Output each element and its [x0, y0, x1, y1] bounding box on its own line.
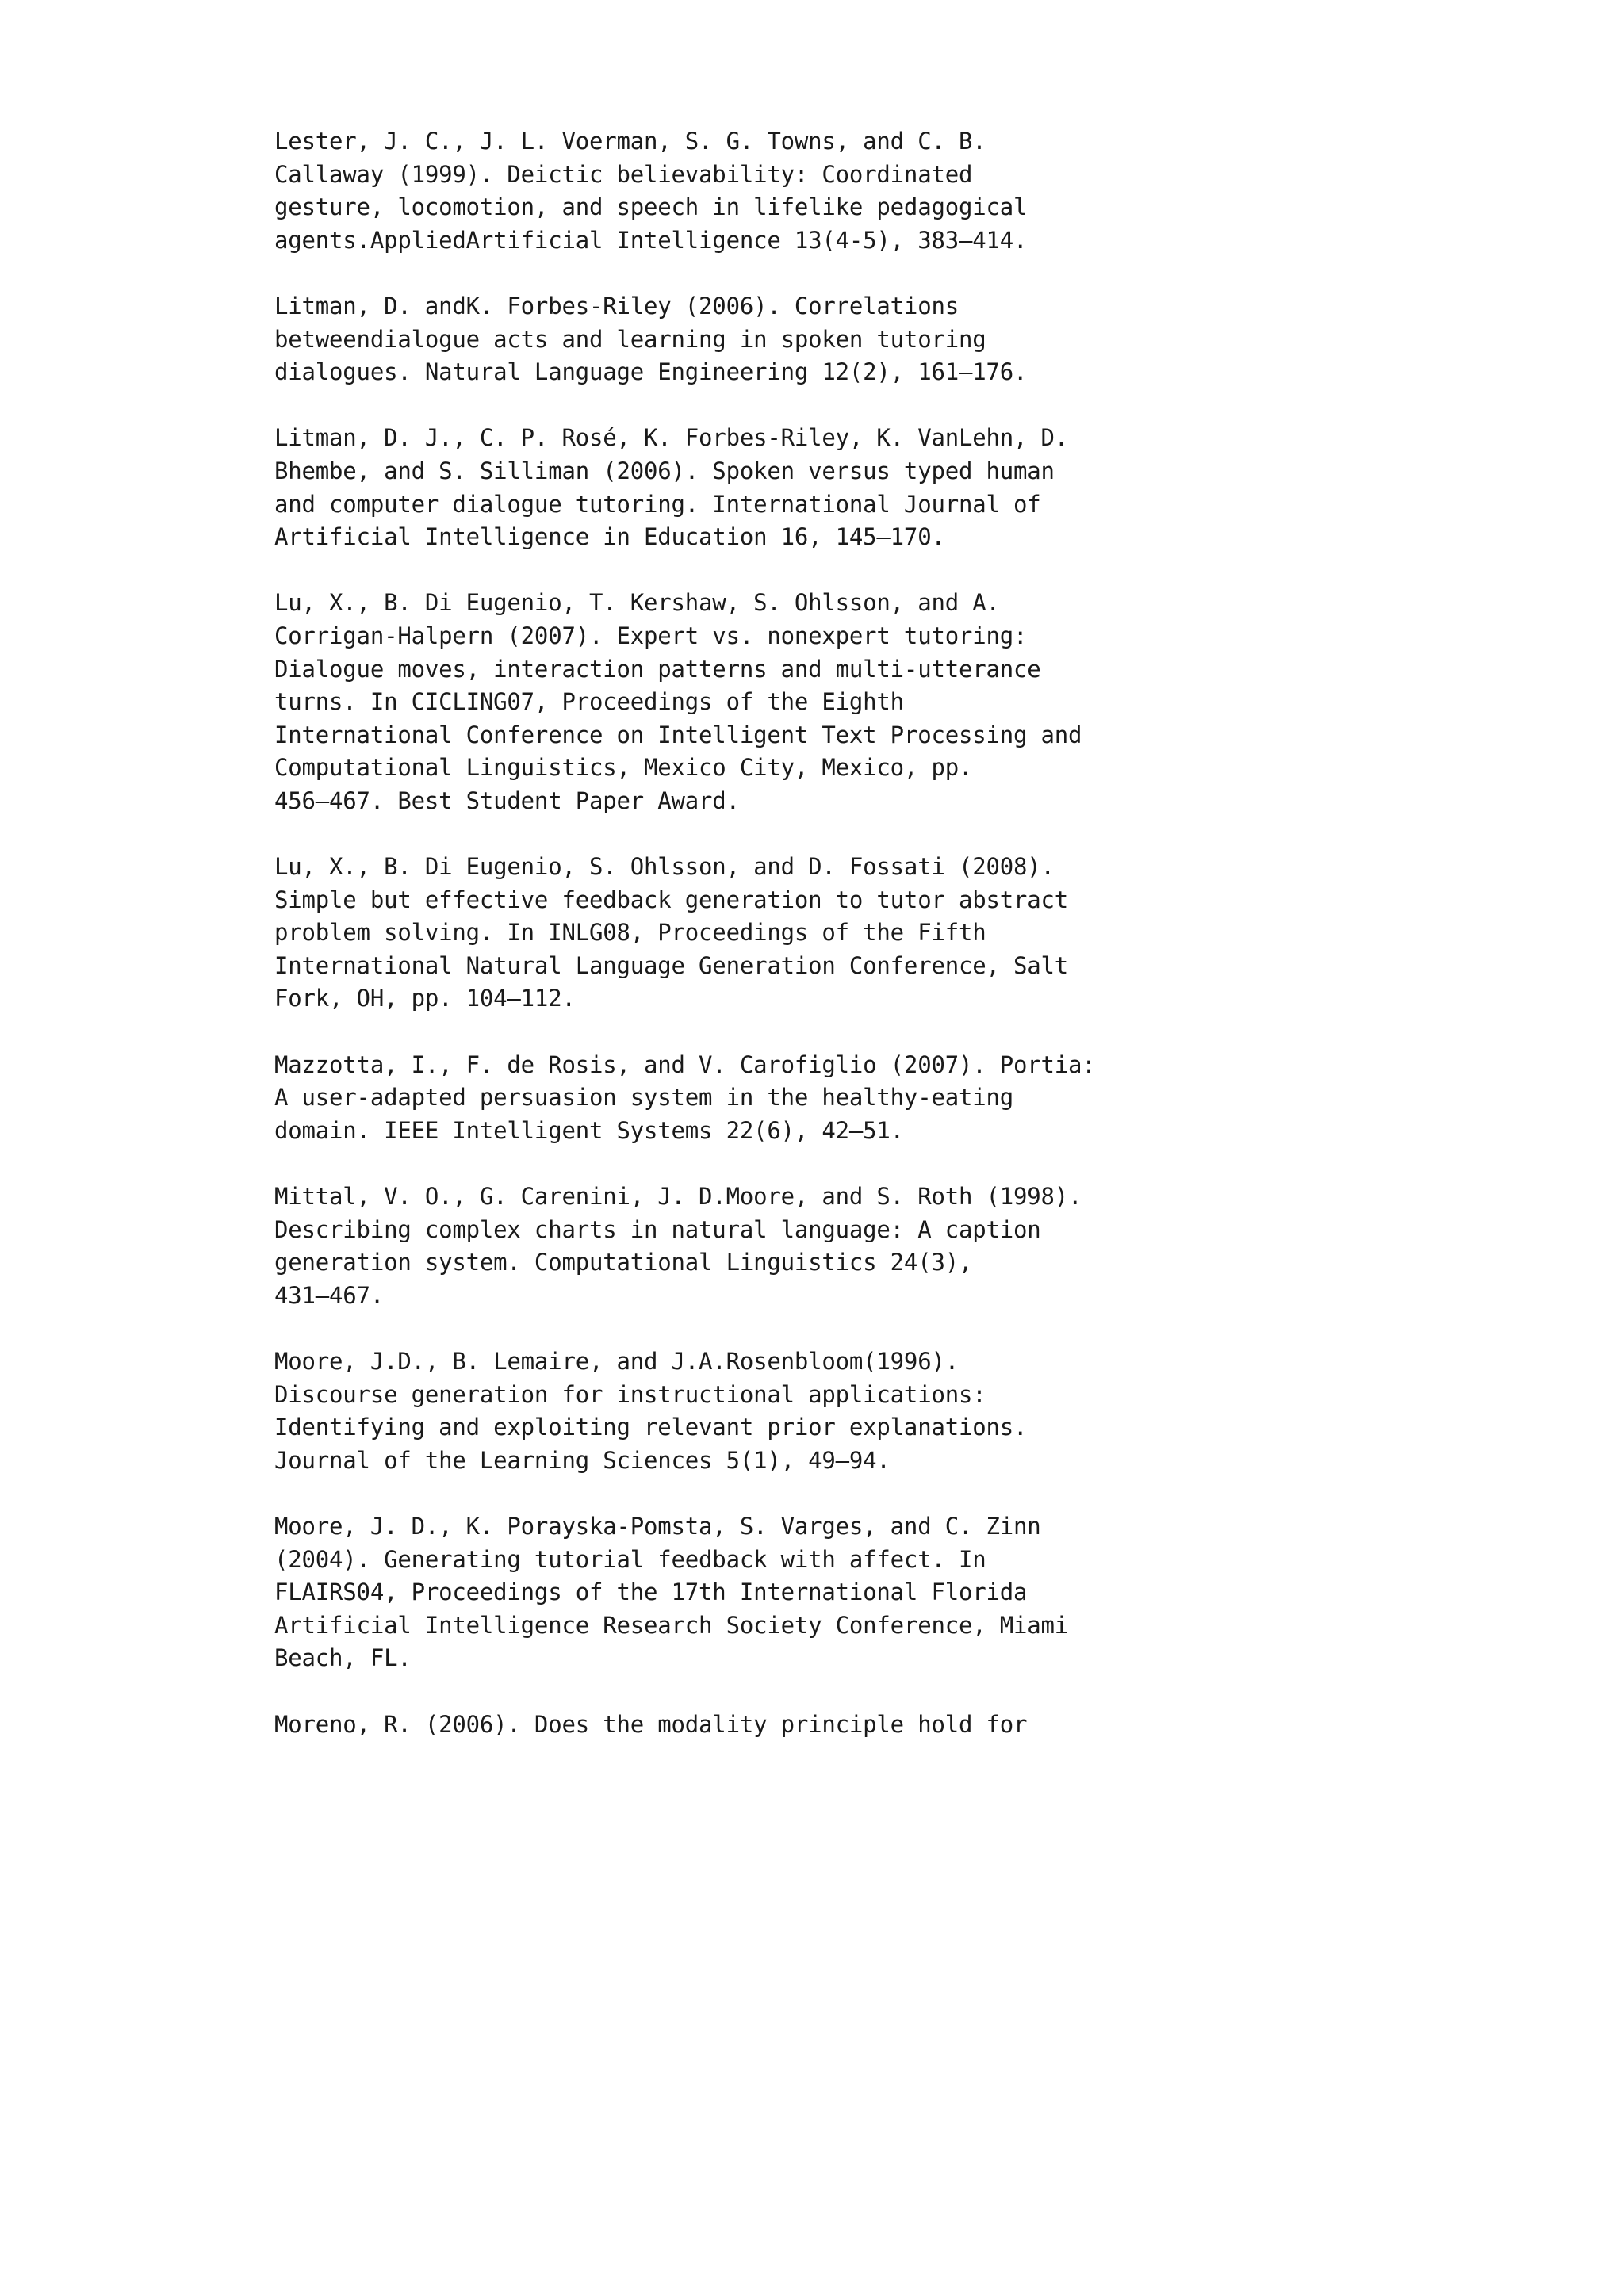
- reference-line: Simple but effective feedback generation to tutor abstract: [274, 886, 1069, 913]
- reference-line: Mazzotta, I., F. de Rosis, and V. Carofiglio (2007). Portia:: [274, 1050, 1096, 1078]
- reference-line: problem solving. In INLG08, Proceedings of the Fifth: [274, 919, 986, 947]
- reference-entry: [274, 125, 1400, 257]
- reference-line: gesture, locomotion, and speech in lifelike pedagogical: [274, 193, 1028, 221]
- reference-line: Discourse generation for instructional applications:: [274, 1380, 986, 1408]
- reference-line: Beach, FL.: [274, 1644, 412, 1672]
- reference-line: Dialogue moves, interaction patterns and multi-utterance: [274, 655, 1041, 683]
- reference-line: Moore, J.D., B. Lemaire, and J.A.Rosenbloom(1996).: [274, 1347, 959, 1375]
- reference-entry: [274, 1345, 1400, 1477]
- reference-line: International Conference on Intelligent Text Processing and: [274, 721, 1082, 748]
- reference-line: Artificial Intelligence Research Society Conference, Miami: [274, 1611, 1069, 1639]
- reference-entry: [274, 1709, 1400, 1742]
- reference-line: Lu, X., B. Di Eugenio, T. Kershaw, S. Ohlsson, and A.: [274, 589, 1000, 617]
- reference-entry: [274, 1510, 1400, 1675]
- reference-line: Corrigan-Halpern (2007). Expert vs. nonexpert tutoring:: [274, 622, 1028, 649]
- reference-line: International Natural Language Generation Conference, Salt: [274, 951, 1069, 979]
- reference-line: and computer dialogue tutoring. International Journal of: [274, 490, 1041, 518]
- reference-line: Artificial Intelligence in Education 16, 145–170.: [274, 523, 945, 551]
- reference-line: domain. IEEE Intelligent Systems 22(6), 42–51.: [274, 1116, 904, 1144]
- reference-line: Moore, J. D., K. Porayska-Pomsta, S. Varges, and C. Zinn: [274, 1512, 1041, 1540]
- reference-line: Litman, D. J., C. P. Rosé, K. Forbes-Riley, K. VanLehn, D.: [274, 424, 1069, 452]
- reference-line: Callaway (1999). Deictic believability: Coordinated: [274, 160, 973, 188]
- reference-entry: [274, 422, 1400, 553]
- reference-entry: [274, 587, 1400, 817]
- reference-line: (2004). Generating tutorial feedback with affect. In: [274, 1545, 986, 1573]
- reference-list: [274, 125, 1400, 1774]
- reference-line: Moreno, R. (2006). Does the modality principle hold for: [274, 1710, 1028, 1738]
- reference-line: generation system. Computational Linguistics 24(3),: [274, 1249, 973, 1276]
- reference-line: 431–467.: [274, 1281, 385, 1309]
- reference-line: betweendialogue acts and learning in spoken tutoring: [274, 325, 986, 353]
- reference-line: Journal of the Learning Sciences 5(1), 49–94.: [274, 1446, 891, 1474]
- reference-line: turns. In CICLING07, Proceedings of the Eighth: [274, 688, 904, 716]
- reference-line: Lu, X., B. Di Eugenio, S. Ohlsson, and D. Fossati (2008).: [274, 853, 1055, 881]
- reference-line: Mittal, V. O., G. Carenini, J. D.Moore, and S. Roth (1998).: [274, 1183, 1082, 1210]
- reference-line: dialogues. Natural Language Engineering 12(2), 161–176.: [274, 358, 1028, 386]
- reference-entry: [274, 290, 1400, 389]
- reference-line: Computational Linguistics, Mexico City, Mexico, pp.: [274, 754, 973, 782]
- reference-entry: [274, 1181, 1400, 1312]
- reference-line: Litman, D. andK. Forbes-Riley (2006). Correlations: [274, 292, 959, 320]
- reference-line: Fork, OH, pp. 104–112.: [274, 985, 576, 1012]
- reference-entry: [274, 1049, 1400, 1148]
- reference-line: FLAIRS04, Proceedings of the 17th International Florida: [274, 1578, 1028, 1606]
- reference-entry: [274, 851, 1400, 1016]
- reference-line: Bhembe, and S. Silliman (2006). Spoken versus typed human: [274, 457, 1055, 484]
- reference-line: Identifying and exploiting relevant prior explanations.: [274, 1414, 1028, 1441]
- reference-line: 456–467. Best Student Paper Award.: [274, 786, 740, 814]
- reference-line: agents.AppliedArtificial Intelligence 13(4-5), 383–414.: [274, 226, 1028, 254]
- reference-line: Describing complex charts in natural language: A caption: [274, 1215, 1041, 1243]
- reference-line: Lester, J. C., J. L. Voerman, S. G. Towns, and C. B.: [274, 128, 986, 155]
- reference-line: A user-adapted persuasion system in the healthy-eating: [274, 1084, 1014, 1112]
